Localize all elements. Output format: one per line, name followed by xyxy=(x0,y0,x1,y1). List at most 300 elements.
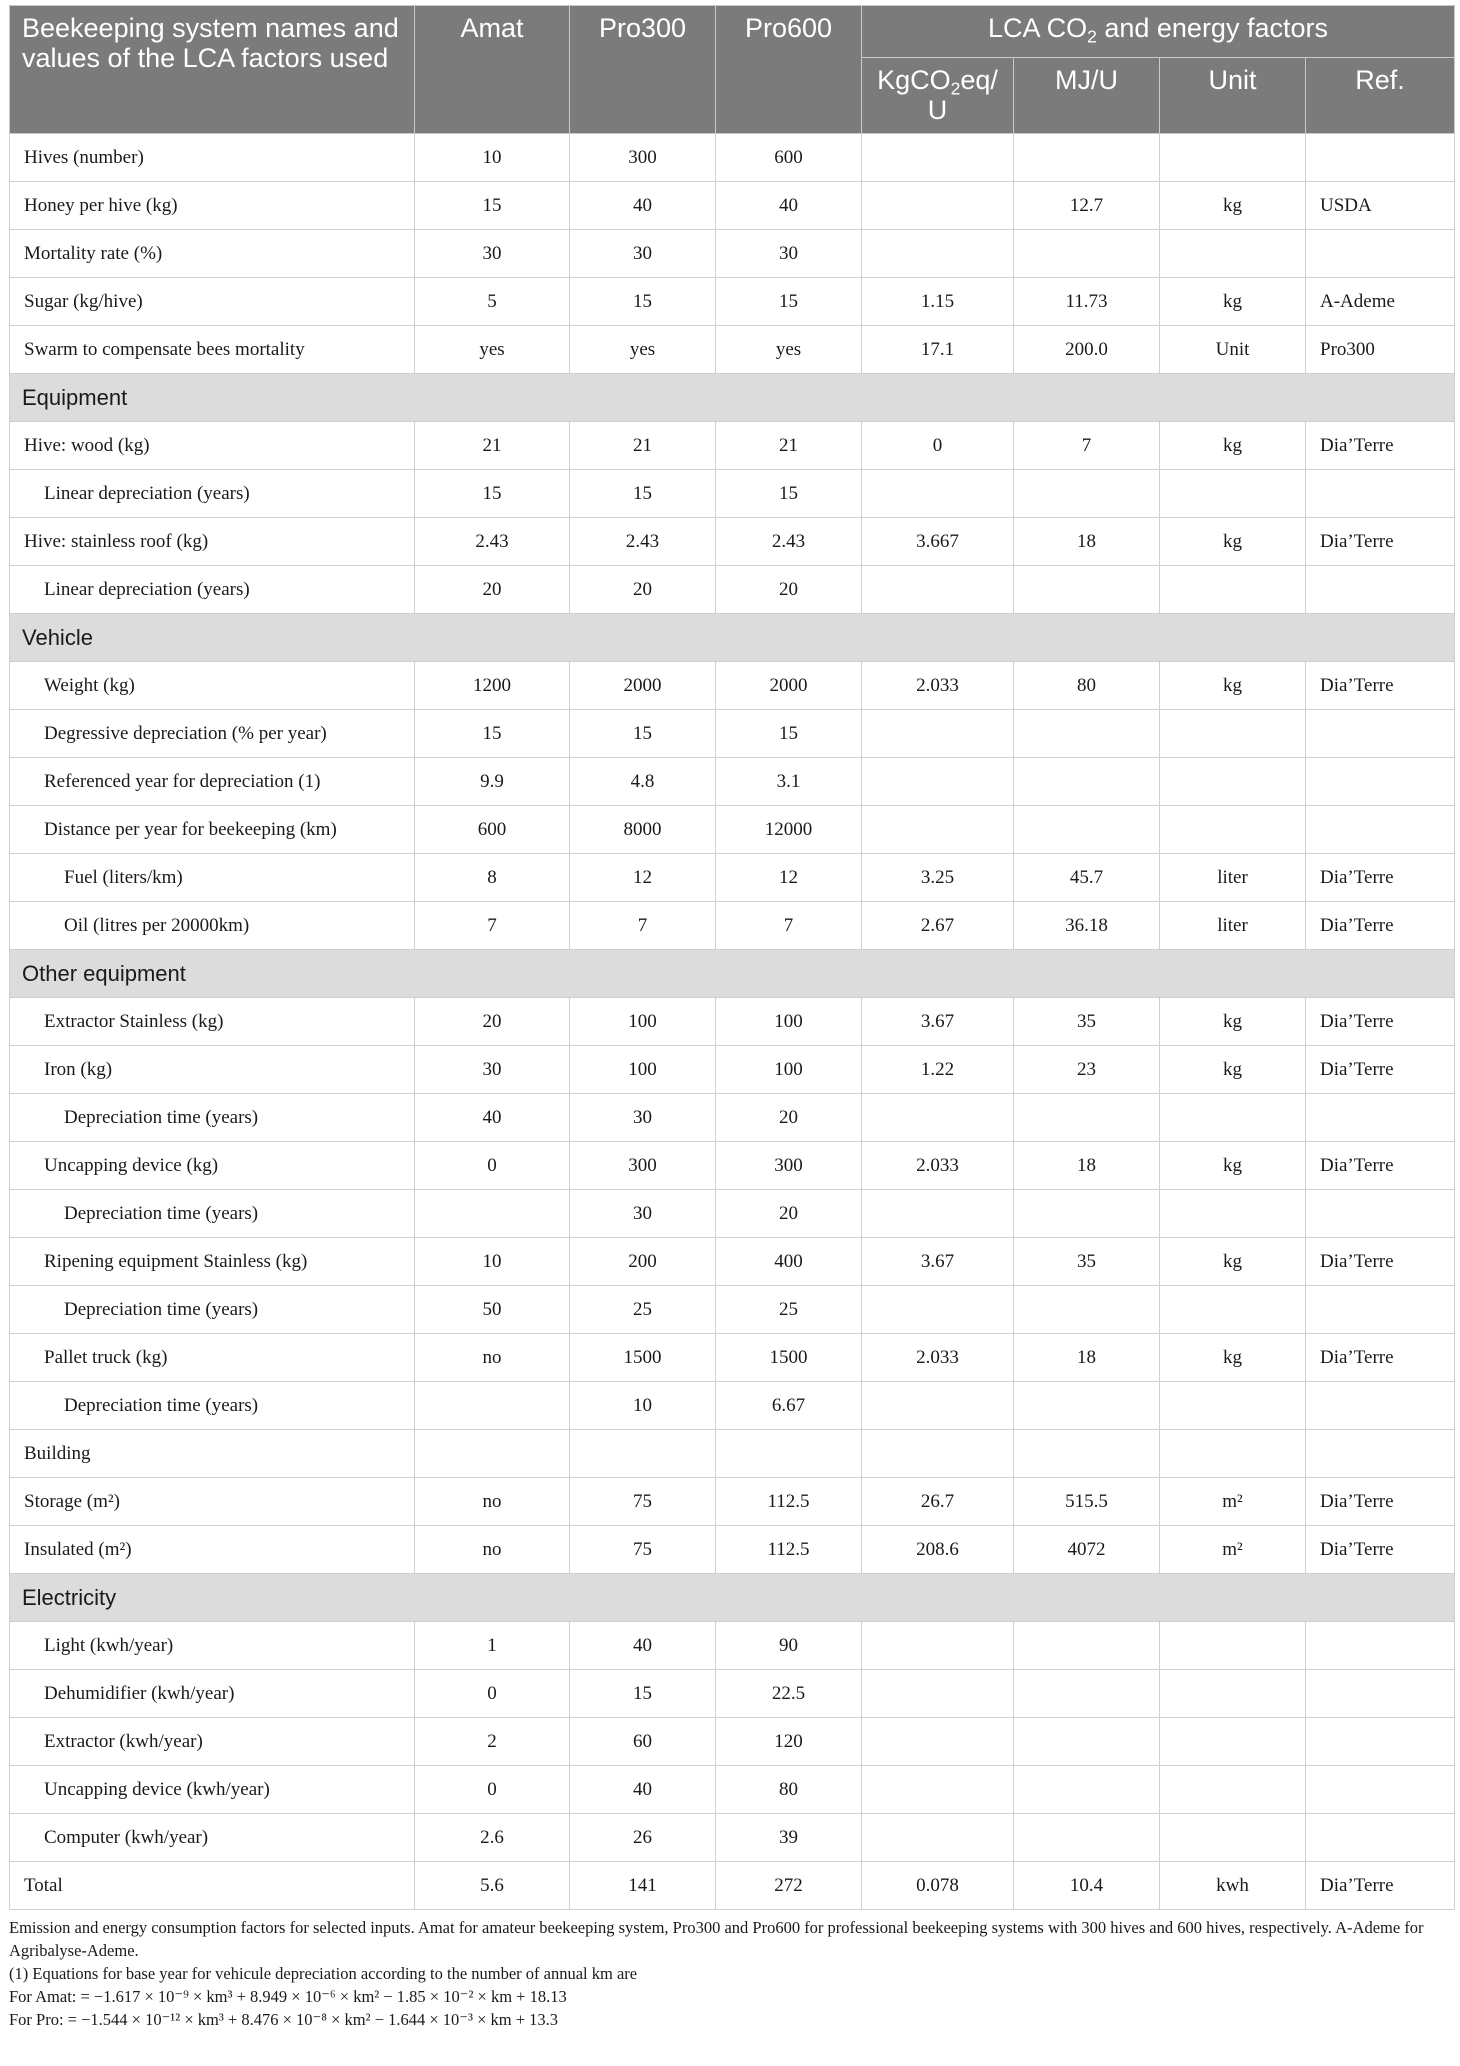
cell-mj xyxy=(1014,1814,1160,1862)
cell-kg: 0.078 xyxy=(862,1862,1014,1910)
cell-unit xyxy=(1160,134,1306,182)
row-label: Building xyxy=(10,1430,415,1478)
cell-unit xyxy=(1160,230,1306,278)
header-lca-group: LCA $CO_2$ and energy factors xyxy=(862,6,1455,58)
table-row xyxy=(10,1142,1455,1190)
header-ref: Ref. xyxy=(1306,58,1455,134)
table-row xyxy=(10,422,1455,470)
cell-ref: Dia’Terre xyxy=(1306,998,1455,1046)
table-row xyxy=(10,1622,1455,1670)
cell-pro600: yes xyxy=(716,326,862,374)
cell-pro300 xyxy=(570,1430,716,1478)
cell-pro300: 30 xyxy=(570,1094,716,1142)
cell-mj xyxy=(1014,1718,1160,1766)
table-body xyxy=(10,134,1455,1910)
cell-ref xyxy=(1306,710,1455,758)
cell-pro300: 75 xyxy=(570,1478,716,1526)
row-label: Depreciation time (years) xyxy=(10,1286,415,1334)
table-row xyxy=(10,1382,1455,1430)
table-footnotes xyxy=(9,1916,1454,2031)
cell-unit xyxy=(1160,1814,1306,1862)
cell-mj xyxy=(1014,470,1160,518)
cell-pro600: 80 xyxy=(716,1766,862,1814)
cell-amat: 8 xyxy=(415,854,570,902)
cell-pro600: 25 xyxy=(716,1286,862,1334)
cell-mj xyxy=(1014,710,1160,758)
footnote-pro-equation: For Pro: = −1.544 × 10⁻¹² × km³ + 8.476 × 10⁻⁸ × km² − 1.644 × 10⁻³ × km + 13.3 xyxy=(9,2010,559,2029)
cell-kg xyxy=(862,1622,1014,1670)
header-kgco2: KgCO$_2$eq/ U xyxy=(862,58,1014,134)
header-amat: Amat xyxy=(415,6,570,134)
cell-amat: no xyxy=(415,1334,570,1382)
cell-unit: kg xyxy=(1160,518,1306,566)
cell-pro300: 15 xyxy=(570,1670,716,1718)
cell-pro600: 39 xyxy=(716,1814,862,1862)
cell-amat: 2.43 xyxy=(415,518,570,566)
cell-pro600: 2.43 xyxy=(716,518,862,566)
cell-ref xyxy=(1306,806,1455,854)
row-label: Depreciation time (years) xyxy=(10,1382,415,1430)
cell-pro300: 8000 xyxy=(570,806,716,854)
cell-amat: 0 xyxy=(415,1142,570,1190)
table-row xyxy=(10,230,1455,278)
cell-ref xyxy=(1306,1430,1455,1478)
table-row xyxy=(10,1766,1455,1814)
section-row xyxy=(10,1574,1455,1622)
cell-kg xyxy=(862,134,1014,182)
table-row xyxy=(10,758,1455,806)
cell-amat: 1200 xyxy=(415,662,570,710)
cell-pro300: 15 xyxy=(570,278,716,326)
cell-unit xyxy=(1160,1286,1306,1334)
cell-unit xyxy=(1160,1622,1306,1670)
cell-mj: 35 xyxy=(1014,1238,1160,1286)
cell-unit: kg xyxy=(1160,278,1306,326)
table-row xyxy=(10,1046,1455,1094)
section-row xyxy=(10,950,1455,998)
cell-mj: 12.7 xyxy=(1014,182,1160,230)
cell-kg xyxy=(862,1094,1014,1142)
cell-pro600: 90 xyxy=(716,1622,862,1670)
cell-mj: 18 xyxy=(1014,518,1160,566)
cell-kg: 3.667 xyxy=(862,518,1014,566)
row-label: Weight (kg) xyxy=(10,662,415,710)
row-label: Mortality rate (%) xyxy=(10,230,415,278)
cell-pro300: 4.8 xyxy=(570,758,716,806)
row-label: Linear depreciation (years) xyxy=(10,470,415,518)
row-label: Linear depreciation (years) xyxy=(10,566,415,614)
cell-pro600: 20 xyxy=(716,566,862,614)
cell-ref xyxy=(1306,566,1455,614)
row-label: Hive: stainless roof (kg) xyxy=(10,518,415,566)
cell-kg: 208.6 xyxy=(862,1526,1014,1574)
row-label: Ripening equipment Stainless (kg) xyxy=(10,1238,415,1286)
table-row xyxy=(10,1718,1455,1766)
cell-ref: Dia’Terre xyxy=(1306,1862,1455,1910)
table-row xyxy=(10,662,1455,710)
cell-amat: yes xyxy=(415,326,570,374)
cell-unit: kg xyxy=(1160,1334,1306,1382)
header-system-names: Beekeeping system names and values of the LCA factors used xyxy=(10,6,415,134)
cell-ref xyxy=(1306,1094,1455,1142)
cell-kg: 3.67 xyxy=(862,998,1014,1046)
cell-kg xyxy=(862,1766,1014,1814)
cell-amat: 20 xyxy=(415,566,570,614)
cell-pro300: 60 xyxy=(570,1718,716,1766)
row-label: Insulated (m²) xyxy=(10,1526,415,1574)
cell-mj xyxy=(1014,134,1160,182)
table-header xyxy=(10,6,1455,134)
cell-ref: Dia’Terre xyxy=(1306,1526,1455,1574)
section-row xyxy=(10,374,1455,422)
cell-amat: 2 xyxy=(415,1718,570,1766)
cell-ref: Dia’Terre xyxy=(1306,1478,1455,1526)
cell-unit: kg xyxy=(1160,422,1306,470)
table-row xyxy=(10,1430,1455,1478)
row-label: Referenced year for depreciation (1) xyxy=(10,758,415,806)
cell-kg xyxy=(862,470,1014,518)
cell-unit: kg xyxy=(1160,1238,1306,1286)
cell-kg xyxy=(862,758,1014,806)
cell-kg xyxy=(862,230,1014,278)
row-label: Extractor (kwh/year) xyxy=(10,1718,415,1766)
cell-amat: 40 xyxy=(415,1094,570,1142)
section-label: Electricity xyxy=(10,1574,1455,1622)
table-row xyxy=(10,518,1455,566)
cell-amat: 7 xyxy=(415,902,570,950)
cell-unit: kg xyxy=(1160,662,1306,710)
cell-pro600: 15 xyxy=(716,710,862,758)
cell-pro600: 3.1 xyxy=(716,758,862,806)
cell-kg xyxy=(862,1670,1014,1718)
cell-mj: 45.7 xyxy=(1014,854,1160,902)
row-label: Uncapping device (kg) xyxy=(10,1142,415,1190)
cell-pro600: 21 xyxy=(716,422,862,470)
cell-unit: kwh xyxy=(1160,1862,1306,1910)
row-label: Sugar (kg/hive) xyxy=(10,278,415,326)
cell-pro300: 300 xyxy=(570,134,716,182)
cell-ref: Dia’Terre xyxy=(1306,1334,1455,1382)
cell-pro300: 100 xyxy=(570,1046,716,1094)
cell-unit: kg xyxy=(1160,1142,1306,1190)
cell-pro300: 21 xyxy=(570,422,716,470)
cell-kg xyxy=(862,182,1014,230)
table-row xyxy=(10,1190,1455,1238)
cell-amat: 0 xyxy=(415,1766,570,1814)
cell-ref xyxy=(1306,1382,1455,1430)
cell-pro300: 40 xyxy=(570,1622,716,1670)
cell-mj xyxy=(1014,566,1160,614)
cell-kg: 1.15 xyxy=(862,278,1014,326)
cell-pro600: 100 xyxy=(716,1046,862,1094)
cell-unit xyxy=(1160,1430,1306,1478)
cell-unit xyxy=(1160,710,1306,758)
cell-kg: 0 xyxy=(862,422,1014,470)
cell-pro300: 12 xyxy=(570,854,716,902)
cell-amat: 15 xyxy=(415,470,570,518)
cell-ref xyxy=(1306,1286,1455,1334)
cell-mj xyxy=(1014,1286,1160,1334)
cell-unit xyxy=(1160,1190,1306,1238)
table-row xyxy=(10,1670,1455,1718)
cell-pro600: 300 xyxy=(716,1142,862,1190)
cell-pro600: 40 xyxy=(716,182,862,230)
table-row xyxy=(10,1814,1455,1862)
cell-amat: 30 xyxy=(415,1046,570,1094)
row-label: Dehumidifier (kwh/year) xyxy=(10,1670,415,1718)
cell-kg xyxy=(862,710,1014,758)
cell-amat: 50 xyxy=(415,1286,570,1334)
cell-unit: kg xyxy=(1160,1046,1306,1094)
cell-kg xyxy=(862,1814,1014,1862)
cell-ref: Dia’Terre xyxy=(1306,1238,1455,1286)
cell-amat: no xyxy=(415,1526,570,1574)
cell-pro600: 272 xyxy=(716,1862,862,1910)
row-label: Light (kwh/year) xyxy=(10,1622,415,1670)
cell-amat xyxy=(415,1190,570,1238)
cell-pro300: 30 xyxy=(570,1190,716,1238)
cell-unit: liter xyxy=(1160,902,1306,950)
cell-unit xyxy=(1160,566,1306,614)
cell-amat: 1 xyxy=(415,1622,570,1670)
cell-pro600: 600 xyxy=(716,134,862,182)
header-pro300: Pro300 xyxy=(570,6,716,134)
cell-ref: Dia’Terre xyxy=(1306,422,1455,470)
cell-pro300: 100 xyxy=(570,998,716,1046)
cell-mj: 18 xyxy=(1014,1142,1160,1190)
table-row xyxy=(10,470,1455,518)
cell-pro600: 6.67 xyxy=(716,1382,862,1430)
row-label: Distance per year for beekeeping (km) xyxy=(10,806,415,854)
cell-pro600: 2000 xyxy=(716,662,862,710)
cell-pro600: 100 xyxy=(716,998,862,1046)
cell-ref xyxy=(1306,470,1455,518)
cell-mj: 36.18 xyxy=(1014,902,1160,950)
section-label: Equipment xyxy=(10,374,1455,422)
cell-unit xyxy=(1160,1766,1306,1814)
cell-mj xyxy=(1014,758,1160,806)
cell-amat: 5.6 xyxy=(415,1862,570,1910)
cell-pro300: 2000 xyxy=(570,662,716,710)
row-label: Depreciation time (years) xyxy=(10,1190,415,1238)
cell-pro300: 15 xyxy=(570,710,716,758)
table-row xyxy=(10,998,1455,1046)
row-label: Pallet truck (kg) xyxy=(10,1334,415,1382)
cell-unit: liter xyxy=(1160,854,1306,902)
cell-ref xyxy=(1306,1670,1455,1718)
cell-mj: 7 xyxy=(1014,422,1160,470)
cell-ref: Dia’Terre xyxy=(1306,1046,1455,1094)
cell-pro600: 7 xyxy=(716,902,862,950)
cell-ref xyxy=(1306,1190,1455,1238)
footnote-1: (1) Equations for base year for vehicule depreciation according to the number of annual km are xyxy=(9,1964,638,1983)
cell-mj xyxy=(1014,1430,1160,1478)
cell-pro300: 75 xyxy=(570,1526,716,1574)
cell-unit xyxy=(1160,758,1306,806)
cell-pro600: 22.5 xyxy=(716,1670,862,1718)
table-row xyxy=(10,134,1455,182)
row-label: Hive: wood (kg) xyxy=(10,422,415,470)
cell-amat: 30 xyxy=(415,230,570,278)
cell-kg: 2.67 xyxy=(862,902,1014,950)
cell-mj xyxy=(1014,1670,1160,1718)
cell-amat: 21 xyxy=(415,422,570,470)
cell-amat: 15 xyxy=(415,182,570,230)
cell-pro300: 25 xyxy=(570,1286,716,1334)
cell-pro300: 1500 xyxy=(570,1334,716,1382)
lca-factors-table xyxy=(9,5,1455,1910)
cell-unit xyxy=(1160,1382,1306,1430)
cell-pro300: 10 xyxy=(570,1382,716,1430)
cell-kg: 3.25 xyxy=(862,854,1014,902)
cell-amat: 10 xyxy=(415,1238,570,1286)
cell-mj: 80 xyxy=(1014,662,1160,710)
cell-ref xyxy=(1306,1622,1455,1670)
table-row xyxy=(10,1862,1455,1910)
header-pro600: Pro600 xyxy=(716,6,862,134)
cell-ref: Dia’Terre xyxy=(1306,902,1455,950)
row-label: Total xyxy=(10,1862,415,1910)
table-row xyxy=(10,710,1455,758)
section-row xyxy=(10,614,1455,662)
cell-kg: 2.033 xyxy=(862,662,1014,710)
cell-kg xyxy=(862,1382,1014,1430)
table-row xyxy=(10,1094,1455,1142)
cell-pro600: 12 xyxy=(716,854,862,902)
cell-mj xyxy=(1014,230,1160,278)
cell-kg: 17.1 xyxy=(862,326,1014,374)
cell-kg xyxy=(862,1718,1014,1766)
table-row xyxy=(10,326,1455,374)
cell-amat: 10 xyxy=(415,134,570,182)
table-row xyxy=(10,1478,1455,1526)
cell-pro600: 400 xyxy=(716,1238,862,1286)
cell-kg xyxy=(862,1286,1014,1334)
row-label: Fuel (liters/km) xyxy=(10,854,415,902)
cell-ref: USDA xyxy=(1306,182,1455,230)
cell-amat xyxy=(415,1382,570,1430)
cell-amat: 2.6 xyxy=(415,1814,570,1862)
cell-unit: kg xyxy=(1160,998,1306,1046)
cell-kg xyxy=(862,1190,1014,1238)
cell-pro600: 15 xyxy=(716,470,862,518)
cell-ref: Dia’Terre xyxy=(1306,662,1455,710)
cell-unit: kg xyxy=(1160,182,1306,230)
cell-mj: 11.73 xyxy=(1014,278,1160,326)
cell-amat: 9.9 xyxy=(415,758,570,806)
row-label: Hives (number) xyxy=(10,134,415,182)
row-label: Computer (kwh/year) xyxy=(10,1814,415,1862)
cell-kg xyxy=(862,566,1014,614)
cell-kg: 3.67 xyxy=(862,1238,1014,1286)
cell-kg: 1.22 xyxy=(862,1046,1014,1094)
cell-mj xyxy=(1014,1382,1160,1430)
cell-pro300: 26 xyxy=(570,1814,716,1862)
cell-ref xyxy=(1306,1766,1455,1814)
cell-pro300: yes xyxy=(570,326,716,374)
cell-kg xyxy=(862,806,1014,854)
cell-ref: Pro300 xyxy=(1306,326,1455,374)
cell-unit: m² xyxy=(1160,1478,1306,1526)
cell-mj xyxy=(1014,1622,1160,1670)
cell-ref xyxy=(1306,230,1455,278)
cell-pro600: 15 xyxy=(716,278,862,326)
cell-pro300: 7 xyxy=(570,902,716,950)
row-label: Oil (litres per 20000km) xyxy=(10,902,415,950)
cell-unit xyxy=(1160,1670,1306,1718)
cell-pro300: 20 xyxy=(570,566,716,614)
cell-mj: 4072 xyxy=(1014,1526,1160,1574)
cell-amat: 15 xyxy=(415,710,570,758)
cell-pro300: 200 xyxy=(570,1238,716,1286)
row-label: Extractor Stainless (kg) xyxy=(10,998,415,1046)
section-label: Other equipment xyxy=(10,950,1455,998)
document xyxy=(9,5,1454,2031)
header-unit: Unit xyxy=(1160,58,1306,134)
section-label: Vehicle xyxy=(10,614,1455,662)
row-label: Storage (m²) xyxy=(10,1478,415,1526)
table-row xyxy=(10,1334,1455,1382)
cell-pro600: 112.5 xyxy=(716,1526,862,1574)
cell-ref xyxy=(1306,134,1455,182)
cell-kg xyxy=(862,1430,1014,1478)
cell-amat: 0 xyxy=(415,1670,570,1718)
cell-ref: Dia’Terre xyxy=(1306,854,1455,902)
cell-amat: no xyxy=(415,1478,570,1526)
cell-amat: 20 xyxy=(415,998,570,1046)
row-label: Iron (kg) xyxy=(10,1046,415,1094)
cell-kg: 26.7 xyxy=(862,1478,1014,1526)
cell-pro300: 141 xyxy=(570,1862,716,1910)
cell-unit xyxy=(1160,806,1306,854)
table-row xyxy=(10,1526,1455,1574)
cell-pro600: 20 xyxy=(716,1094,862,1142)
cell-pro600: 20 xyxy=(716,1190,862,1238)
cell-mj: 35 xyxy=(1014,998,1160,1046)
cell-mj xyxy=(1014,806,1160,854)
row-label: Depreciation time (years) xyxy=(10,1094,415,1142)
table-row xyxy=(10,566,1455,614)
table-row xyxy=(10,182,1455,230)
cell-pro600: 120 xyxy=(716,1718,862,1766)
cell-unit: m² xyxy=(1160,1526,1306,1574)
table-row xyxy=(10,902,1455,950)
cell-pro600: 112.5 xyxy=(716,1478,862,1526)
row-label: Uncapping device (kwh/year) xyxy=(10,1766,415,1814)
cell-pro300: 40 xyxy=(570,1766,716,1814)
cell-unit: Unit xyxy=(1160,326,1306,374)
cell-amat: 600 xyxy=(415,806,570,854)
cell-mj: 18 xyxy=(1014,1334,1160,1382)
cell-pro300: 2.43 xyxy=(570,518,716,566)
cell-pro600 xyxy=(716,1430,862,1478)
table-row xyxy=(10,1238,1455,1286)
cell-amat: 5 xyxy=(415,278,570,326)
row-label: Swarm to compensate bees mortality xyxy=(10,326,415,374)
table-row xyxy=(10,854,1455,902)
row-label: Honey per hive (kg) xyxy=(10,182,415,230)
cell-mj: 200.0 xyxy=(1014,326,1160,374)
cell-amat xyxy=(415,1430,570,1478)
table-row xyxy=(10,278,1455,326)
cell-mj xyxy=(1014,1190,1160,1238)
cell-pro300: 300 xyxy=(570,1142,716,1190)
cell-ref: Dia’Terre xyxy=(1306,518,1455,566)
cell-pro600: 30 xyxy=(716,230,862,278)
cell-kg: 2.033 xyxy=(862,1142,1014,1190)
cell-pro300: 15 xyxy=(570,470,716,518)
row-label: Degressive depreciation (% per year) xyxy=(10,710,415,758)
